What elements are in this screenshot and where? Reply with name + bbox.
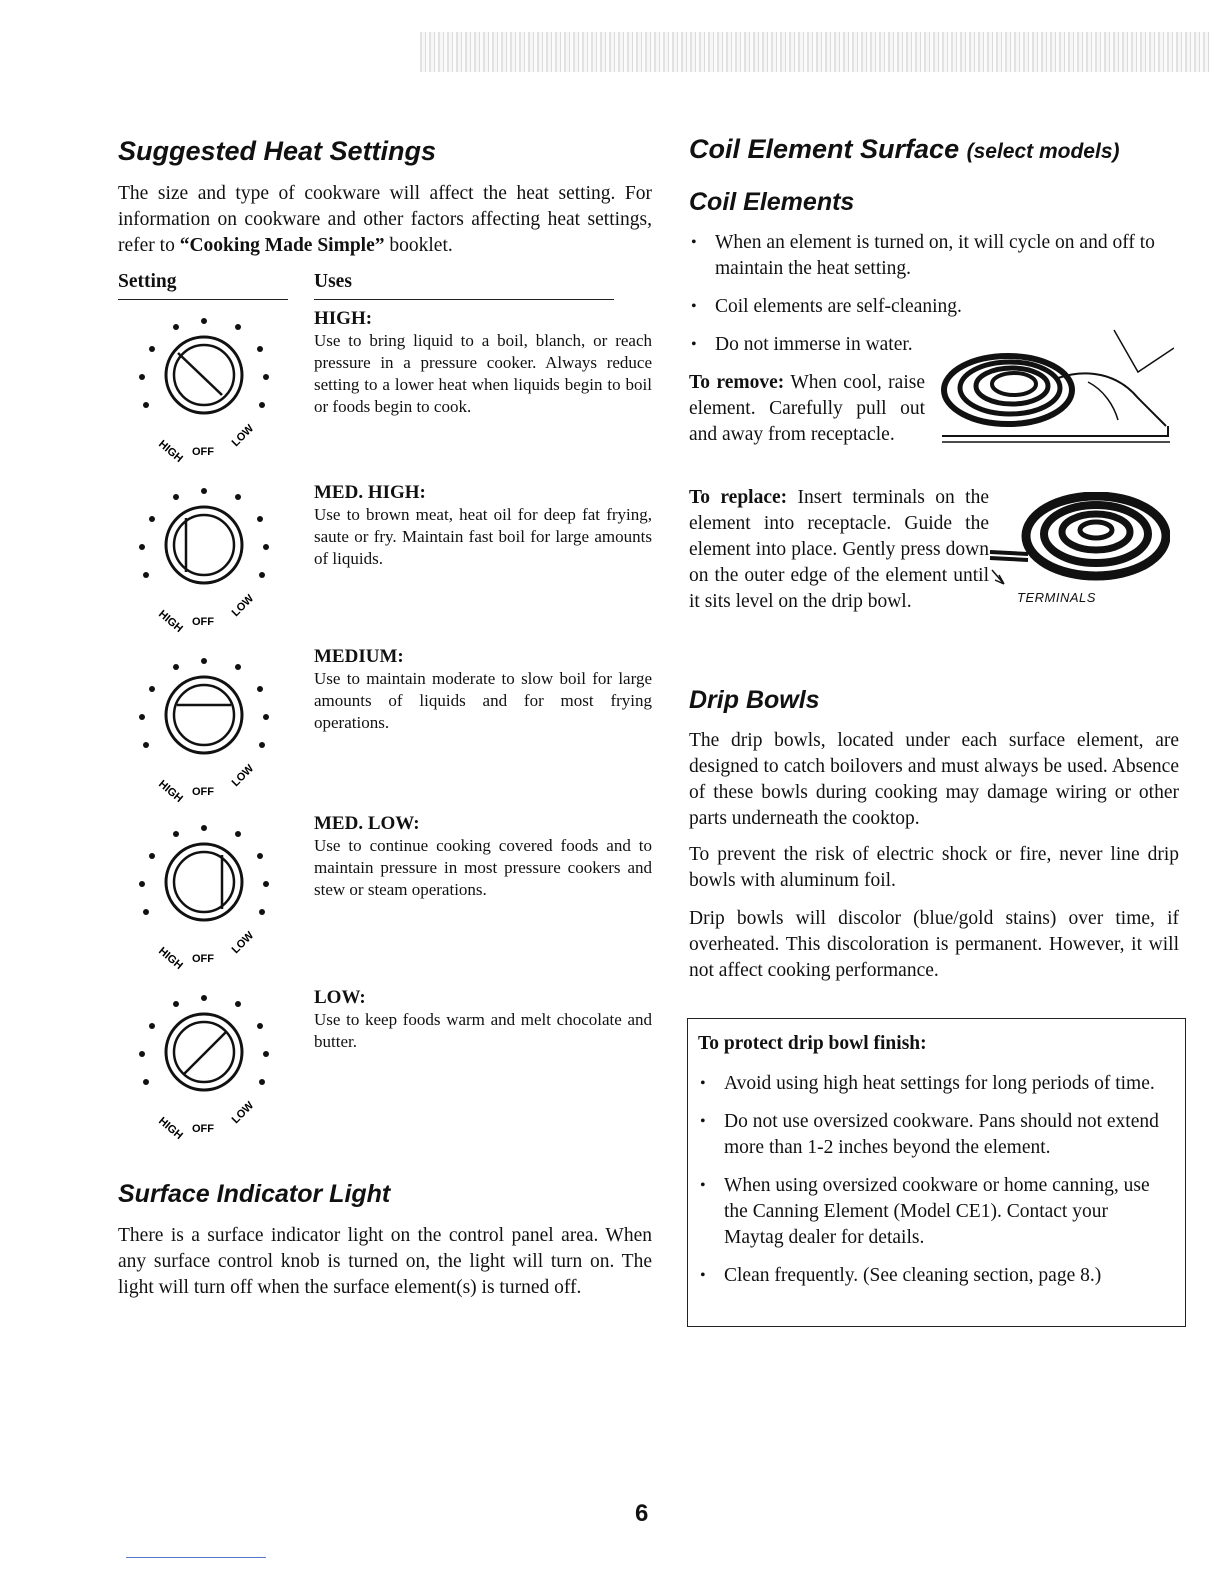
page-number: 6 — [635, 1500, 649, 1527]
knob-low-label: LOW — [229, 422, 257, 450]
remove-text: When cool, raise element. Carefully pull out and away from receptacle. — [689, 372, 925, 445]
setting-title-high: HIGH: — [314, 308, 373, 329]
replace-instructions — [689, 485, 989, 615]
heading-select-models: (select models) — [966, 140, 1120, 163]
uses-header-rule — [314, 299, 614, 300]
coil-bullet: • Do not immerse in water. — [689, 332, 1164, 358]
surface-indicator-text: There is a surface indicator light on the control panel area. When any surface control knob is turned on, the light will turn on. The light will turn off when the surface element(s) is turned off. — [118, 1225, 652, 1298]
knob-high-label: HIGH — [156, 945, 185, 972]
drip-paragraph: The drip bowls, located under each surface element, are designed to catch boilovers and must always be used. Absence of these bowls during cooking may damage wiring or other parts underneath the cooktop. — [689, 730, 1179, 829]
setting-text-med-low: Use to continue cooking covered foods and to maintain pressure in most pressure cookers and stew or steam operations. — [314, 836, 652, 899]
knob-low-label: LOW — [229, 1099, 257, 1127]
intro-text: The size and type of cookware will affect the heat setting. For information on cookware and other factors affecting heat settings, refer to — [118, 183, 652, 256]
protect-bullet: • When using oversized cookware or home canning, use the Canning Element (Model CE1). Contact your Maytag dealer for details. — [698, 1173, 1168, 1251]
setting-text-med-high: Use to brown meat, heat oil for deep fat frying, saute or fry. Maintain fast boil for large amounts of liquids. — [314, 505, 652, 568]
knob-low-label: LOW — [229, 762, 257, 790]
knob-high-label: HIGH — [156, 778, 185, 805]
replace-text: Insert terminals on the element into receptacle. Guide the element into place. Gently press down on the outer edge of the element until it sits level on the drip bowl. — [689, 487, 989, 612]
drip-paragraph: To prevent the risk of electric shock or fire, never line drip bowls with aluminum foil. — [689, 844, 1179, 891]
protect-box-title: To protect drip bowl finish: — [698, 1033, 927, 1054]
intro-suffix: booklet. — [384, 235, 453, 256]
knob-off-label: OFF — [192, 446, 214, 458]
remove-instructions — [689, 370, 925, 448]
setting-column-header: Setting — [118, 271, 177, 292]
knob-med-low-icon — [118, 812, 288, 972]
knob-low-label: LOW — [229, 592, 257, 620]
setting-text-medium: Use to maintain moderate to slow boil for large amounts of liquids and for most frying operations. — [314, 669, 652, 732]
setting-text-high: Use to bring liquid to a boil, blanch, or reach pressure in a pressure cooker. Always reduce setting to a lower heat when liquids begin to boil or foods begin to cook. — [314, 331, 652, 416]
knob-med-high-icon — [118, 475, 288, 635]
remove-label: To remove: — [689, 372, 785, 393]
coil-removal-illustration — [938, 328, 1174, 446]
knob-off-label: OFF — [192, 786, 214, 798]
knob-high-label: HIGH — [156, 1115, 185, 1142]
uses-column-header: Uses — [314, 271, 352, 292]
scan-header-band — [420, 32, 1210, 72]
protect-bullets — [698, 1071, 1168, 1289]
knob-high-icon — [118, 305, 288, 465]
knob-high-label: HIGH — [156, 608, 185, 635]
booklet-title: “Cooking Made Simple” — [179, 235, 385, 256]
terminals-caption: TERMINALS — [1017, 590, 1096, 605]
heat-settings-intro — [118, 181, 652, 259]
setting-title-med-low: MED. LOW: — [314, 813, 420, 834]
setting-title-medium: MEDIUM: — [314, 646, 404, 667]
coil-element-surface-heading — [689, 134, 1120, 165]
drip-paragraph: Drip bowls will discolor (blue/gold stains) over time, if overheated. This discoloration is permanent. However, it will not affect cooking performance. — [689, 908, 1179, 981]
protect-bullet: • Do not use oversized cookware. Pans should not extend more than 1-2 inches beyond the element. — [698, 1109, 1168, 1161]
suggested-heat-settings-heading: Suggested Heat Settings — [118, 136, 437, 166]
protect-bullet: • Clean frequently. (See cleaning section, page 8.) — [698, 1263, 1168, 1289]
knob-off-label: OFF — [192, 616, 214, 628]
surface-indicator-heading: Surface Indicator Light — [118, 1180, 391, 1208]
coil-bullet: • Coil elements are self-cleaning. — [689, 294, 1164, 320]
knob-low-icon — [118, 982, 288, 1142]
coil-bullet: • When an element is turned on, it will cycle on and off to maintain the heat setting. — [689, 230, 1164, 282]
replace-label: To replace: — [689, 487, 788, 508]
heading-main: Coil Element Surface — [689, 134, 960, 164]
setting-header-rule — [118, 299, 288, 300]
drip-bowls-heading: Drip Bowls — [689, 686, 820, 714]
setting-text-low: Use to keep foods warm and melt chocolate and butter. — [314, 1010, 652, 1051]
knob-medium-icon — [118, 645, 288, 805]
knob-off-label: OFF — [192, 1123, 214, 1135]
footer-rule — [126, 1557, 266, 1558]
coil-element-illustration — [986, 492, 1170, 588]
coil-elements-heading: Coil Elements — [689, 188, 855, 216]
protect-drip-bowl-box — [687, 1018, 1186, 1327]
setting-title-low: LOW: — [314, 987, 366, 1008]
knob-off-label: OFF — [192, 953, 214, 965]
knob-high-label: HIGH — [156, 438, 185, 465]
knob-low-label: LOW — [229, 929, 257, 957]
protect-bullet: • Avoid using high heat settings for long periods of time. — [698, 1071, 1168, 1097]
setting-title-med-high: MED. HIGH: — [314, 482, 426, 503]
